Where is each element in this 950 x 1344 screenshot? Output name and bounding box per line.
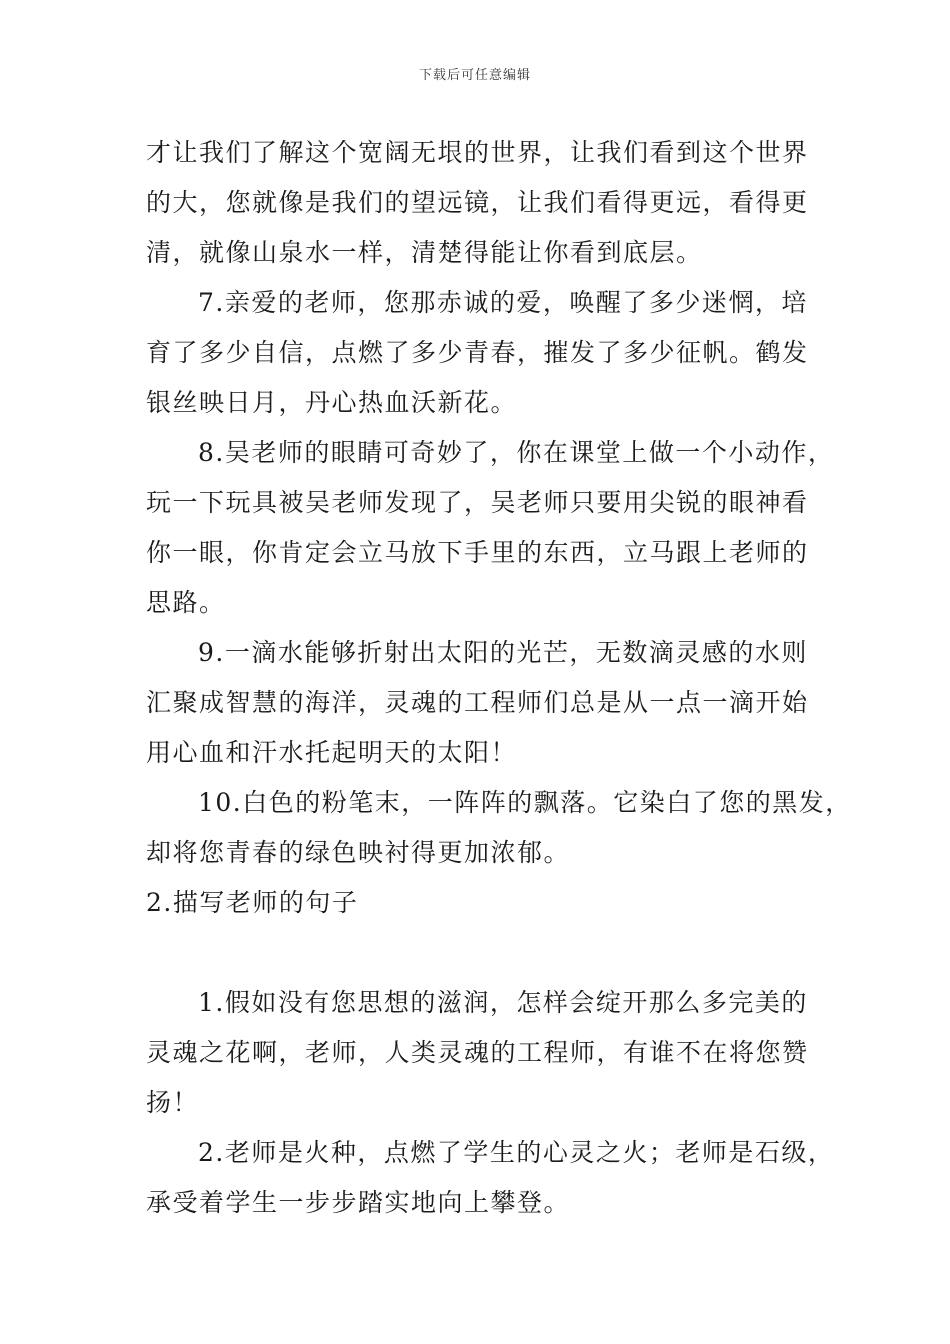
text-line: 7.亲爱的老师，您那赤诚的爱，唤醒了多少迷惘，培 [198,288,808,317]
text-line: 扬！ [146,1088,200,1117]
paragraph-continued [146,128,836,278]
text-line: 1.假如没有您思想的滋润，怎样会绽开那么多完美的 [198,988,808,1017]
paragraph-item-10 [146,778,852,878]
text-line: 你一眼，你肯定会立马放下手里的东西，立马跟上老师的 [146,538,809,567]
text-line: 灵魂之花啊，老师，人类灵魂的工程师，有谁不在将您赞 [146,1038,809,1067]
text-line: 才让我们了解这个宽阔无垠的世界，让我们看到这个世界 [146,138,809,167]
paragraph-section-item-2 [146,1128,836,1228]
text-line: 清，就像山泉水一样，清楚得能让你看到底层。 [146,238,703,267]
section-heading: 2.描写老师的句子 [146,888,359,917]
text-line: 承受着学生一步步踏实地向上攀登。 [146,1188,571,1217]
text-line: 8.吴老师的眼睛可奇妙了，你在课堂上做一个小动作， [198,438,835,467]
page-header: 下载后可任意编辑 [418,68,531,83]
text-line: 汇聚成智慧的海洋，灵魂的工程师们总是从一点一滴开始 [146,688,809,717]
text-line: 育了多少自信，点燃了多少青春，摧发了多少征帆。鹤发 [146,338,809,367]
text-line: 用心血和汗水托起明天的太阳！ [146,738,518,767]
text-line: 银丝映日月，丹心热血沃新花。 [146,388,518,417]
text-line: 10.白色的粉笔末，一阵阵的飘落。它染白了您的黑发， [198,788,852,817]
document-body [146,128,852,1228]
text-line: 思路。 [146,588,226,617]
text-line: 2.老师是火种，点燃了学生的心灵之火；老师是石级， [198,1138,835,1167]
paragraph-item-8 [146,428,836,628]
blank-line [146,928,836,978]
paragraph-item-9 [146,628,836,778]
text-line: 的大，您就像是我们的望远镜，让我们看得更远，看得更 [146,188,809,217]
paragraph-item-7 [146,278,836,428]
paragraph-section-item-1 [146,978,836,1128]
text-line: 却将您青春的绿色映衬得更加浓郁。 [146,838,571,867]
text-line: 9.一滴水能够折射出太阳的光芒，无数滴灵感的水则 [198,638,808,667]
text-line: 玩一下玩具被吴老师发现了，吴老师只要用尖锐的眼神看 [146,488,809,517]
